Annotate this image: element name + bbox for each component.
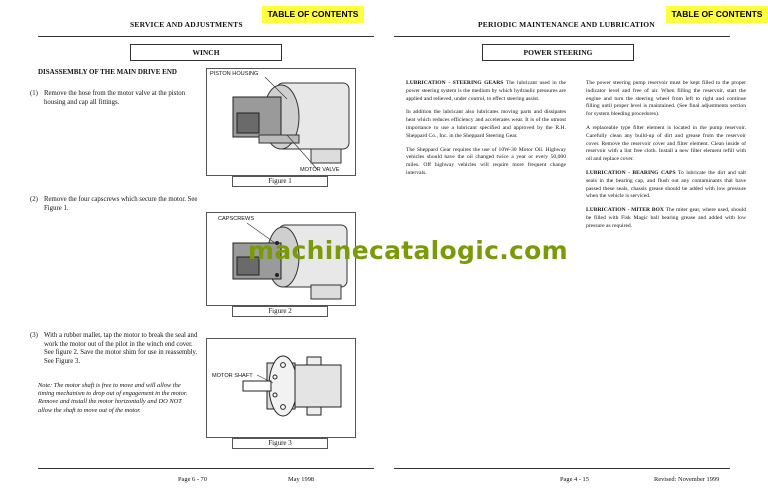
step-1 (30, 90, 198, 107)
page-number: Page 4 - 15 (560, 476, 589, 483)
paragraph-lead: LUBRICATION - BEARING CAPS (586, 169, 676, 176)
step-2 (30, 196, 198, 213)
paragraph-lead: LUBRICATION - STEERING GEARS (406, 80, 504, 86)
paragraph: The power steering pump reservoir must be kept filled to the proper indicator level and free of air. When filling the reservoir, start the engine and turn the steering wheel from left to right and continue filling until proper level is maintained. (See final adjustments section for system bleeding procedures). (586, 80, 746, 118)
running-head: SERVICE AND ADJUSTMENTS (130, 20, 243, 29)
header-rule (38, 36, 374, 37)
sub-heading: DISASSEMBLY OF THE MAIN DRIVE END (38, 68, 177, 76)
table-of-contents-button[interactable]: TABLE OF CONTENTS (666, 6, 768, 23)
page-number: Page 6 - 70 (178, 476, 207, 483)
step-number: (3) (30, 332, 38, 339)
motor-valve-label: MOTOR VALVE (300, 167, 340, 173)
piston-housing-label: PISTON HOUSING (210, 71, 259, 77)
header-rule (394, 36, 730, 37)
running-head: PERIODIC MAINTENANCE AND LUBRICATION (478, 20, 655, 29)
paragraph: In addition the lubricant also lubricates moving parts and dissipates heat which reduces efficiency and accelerates wear. It is of the utmost importance to use a lubricant specified and approved by the R.H. Sheppard Co., Inc. in the Sheppard Steering Gear. (406, 109, 566, 139)
watermark: machinecatalogic.com (248, 236, 568, 265)
step-text: Remove the hose from the motor valve at the piston housing and cap all fittings. (44, 90, 186, 106)
figure-3-caption: Figure 3 (232, 438, 328, 449)
paragraph: LUBRICATION - MITER BOX The miter gear, where used, should be filled with Fisk Magic ball bearing grease and added with low pressure as required. (586, 207, 746, 229)
footer-rule (38, 468, 374, 469)
figure-1-caption: Figure 1 (232, 176, 328, 187)
paragraph: The Sheppard Gear requires the use of 10W-30 Motor Oil. Highway vehicles should have the oil changed twice a year or every 50,000 miles. Off highway vehicles will require more frequent change intervals. (406, 146, 566, 176)
paragraph: LUBRICATION - STEERING GEARS The lubricant used in the power steering system is the medium by which hydraulic pressures are applied and relieved, under control, to effect steering assist. (406, 80, 566, 102)
step-text: Remove the four capscrews which secure the motor. See Figure 1. (44, 196, 198, 212)
winch-motor-drawing (207, 69, 355, 175)
section-title: WINCH (130, 44, 282, 61)
paragraph-lead: LUBRICATION - MITER BOX (586, 207, 664, 214)
step-number: (2) (30, 196, 38, 203)
step-3 (30, 332, 198, 366)
section-title: POWER STEERING (482, 44, 634, 61)
footer-rule (394, 468, 730, 469)
caution-note: Note: The motor shaft is free to move and will allow the timing mechanism to drop out of engagement in the motor. Remove and install the motor horizontally and DO NOT allow the shaft to move out of the motor. (38, 382, 188, 414)
revision-date: Revised: November 1999 (654, 476, 720, 483)
figure-3 (206, 338, 356, 438)
table-of-contents-button[interactable]: TABLE OF CONTENTS (262, 6, 364, 23)
step-text: With a rubber mallet, tap the motor to break the seal and work the motor out of the pilot in the winch end cover. See figure 2. Save the motor shim for use in reassembly. See Figure 3. (44, 332, 198, 365)
step-number: (1) (30, 90, 38, 97)
figure-1 (206, 68, 356, 176)
text-column-1 (406, 80, 566, 184)
capscrews-label: CAPSCREWS (218, 216, 255, 222)
paragraph: LUBRICATION - BEARING CAPS To lubricate the dirt and salt seals in the bearing cap, and flush out any contaminants that have passed these seals, chassis grease should be added with low pressure when the vehicle is serviced. (586, 169, 746, 200)
text-column-2 (586, 80, 746, 237)
motor-shaft-label: MOTOR SHAFT (212, 373, 253, 379)
motor-shaft-drawing (207, 339, 355, 437)
revision-date: May 1998 (288, 476, 315, 483)
figure-2-caption: Figure 2 (232, 306, 328, 317)
paragraph: A replaceable type filter element is located in the pump reservoir. Carefully clean any build-up of dirt and grease from the reservoir cover. Remove the reservoir cover and filter element. Clean inside of reservoir with a lint free cloth. Install a new filter element refill with oil and replace cover. (586, 124, 746, 163)
